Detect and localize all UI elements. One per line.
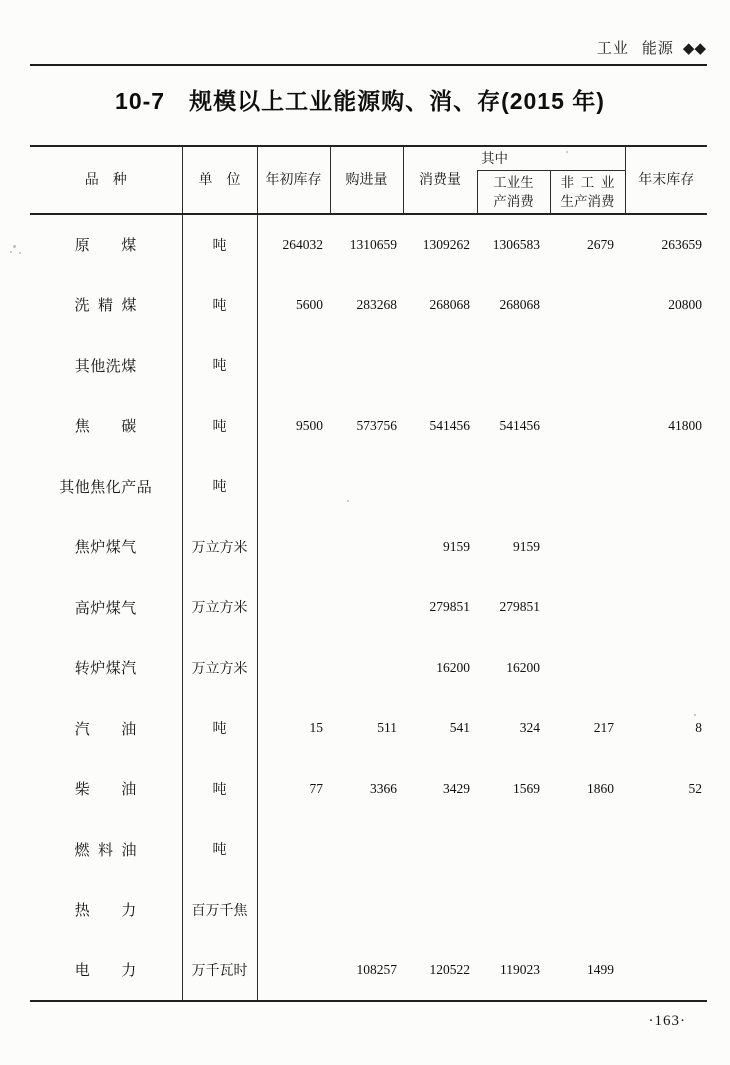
cell-purchase: 108257 (356, 961, 397, 977)
table-row (30, 880, 707, 941)
cell-purchase: 3366 (370, 780, 397, 796)
cell-consumption: 9159 (443, 538, 470, 554)
cell-purchase (330, 577, 403, 638)
cell-begin-stock: 264032 (282, 236, 323, 252)
page-title: 10-7 规模以上工业能源购、消、存(2015 年) (115, 88, 605, 114)
cell-purchase: 511 (377, 720, 397, 736)
cell-consumption: 541456 (429, 417, 470, 433)
cell-purchase: 573756 (356, 417, 397, 433)
running-header-section: 工业 (596, 40, 629, 57)
table-body (30, 214, 707, 1001)
table-header (30, 146, 707, 214)
cell-non-industrial-consumption (550, 456, 625, 517)
cell-consumption: 3429 (443, 780, 470, 796)
cell-non-industrial-consumption: 2679 (587, 236, 614, 252)
cell-variety: 热 力 (30, 880, 182, 941)
col-header-non-industrial-consumption (550, 170, 625, 214)
page-number: ·163· (648, 1013, 686, 1029)
cell-end-stock: 263659 (661, 236, 702, 252)
cell-end-stock (625, 335, 707, 396)
col-header-consumption: 消费量 (403, 146, 477, 214)
table-row (30, 275, 707, 336)
col-header-industrial-consumption (477, 170, 550, 214)
cell-unit: 吨 (182, 396, 257, 457)
cell-end-stock: 8 (695, 720, 702, 736)
cell-end-stock (625, 819, 707, 880)
cell-industrial-consumption (477, 456, 550, 517)
cell-begin-stock (257, 880, 330, 941)
col-header-variety: 品 种 (84, 172, 127, 188)
energy-table (30, 145, 707, 1002)
cell-begin-stock (257, 517, 330, 578)
cell-consumption (403, 456, 477, 517)
cell-end-stock (625, 577, 707, 638)
cell-non-industrial-consumption (550, 880, 625, 941)
scan-speck (77, 848, 79, 850)
cell-variety: 焦炉煤气 (30, 517, 182, 578)
table-row (30, 638, 707, 699)
cell-industrial-consumption: 9159 (513, 538, 540, 554)
cell-industrial-consumption: 541456 (499, 417, 540, 433)
cell-end-stock (625, 940, 707, 1001)
table-row (30, 335, 707, 396)
cell-unit: 万立方米 (182, 517, 257, 578)
cell-unit: 吨 (182, 759, 257, 820)
col-header-of-which: 其中 (477, 146, 625, 170)
cell-variety: 原 煤 (30, 214, 182, 275)
industrial-header-line2: 产消费 (493, 193, 534, 209)
running-header-topic: 能源 (641, 40, 674, 57)
cell-consumption (403, 880, 477, 941)
cell-industrial-consumption: 268068 (499, 296, 540, 312)
cell-variety: 高炉煤气 (30, 577, 182, 638)
col-header-purchase: 购进量 (330, 146, 403, 214)
cell-purchase (330, 819, 403, 880)
cell-industrial-consumption: 1306583 (492, 236, 540, 252)
cell-variety: 洗 精 煤 (30, 275, 182, 336)
cell-unit: 吨 (182, 335, 257, 396)
cell-industrial-consumption: 1569 (513, 780, 540, 796)
cell-non-industrial-consumption (550, 396, 625, 457)
cell-variety: 汽 油 (30, 698, 182, 759)
cell-consumption: 120522 (429, 961, 470, 977)
cell-consumption (403, 819, 477, 880)
running-header (597, 37, 706, 58)
cell-unit: 万立方米 (182, 577, 257, 638)
cell-begin-stock (257, 577, 330, 638)
scan-speck (347, 500, 349, 502)
table-row (30, 577, 707, 638)
cell-unit: 万立方米 (182, 638, 257, 699)
cell-begin-stock (257, 819, 330, 880)
table-row (30, 698, 707, 759)
cell-begin-stock: 9500 (296, 417, 323, 433)
cell-non-industrial-consumption (550, 275, 625, 336)
cell-unit: 吨 (182, 214, 257, 275)
col-header-unit: 单 位 (182, 146, 257, 214)
cell-consumption (403, 335, 477, 396)
cell-begin-stock: 15 (309, 720, 323, 736)
cell-begin-stock: 77 (309, 780, 323, 796)
cell-purchase (330, 517, 403, 578)
cell-begin-stock: 5600 (296, 296, 323, 312)
cell-begin-stock (257, 456, 330, 517)
cell-variety: 其他焦化产品 (30, 456, 182, 517)
cell-unit: 万千瓦时 (182, 940, 257, 1001)
cell-industrial-consumption (477, 819, 550, 880)
cell-industrial-consumption (477, 880, 550, 941)
cell-industrial-consumption (477, 335, 550, 396)
table-row (30, 396, 707, 457)
cell-non-industrial-consumption (550, 517, 625, 578)
cell-variety: 焦 碳 (30, 396, 182, 457)
header-row-top (30, 146, 707, 170)
cell-variety: 其他洗煤 (30, 335, 182, 396)
scan-speck (694, 714, 696, 716)
cell-begin-stock (257, 638, 330, 699)
table-row (30, 456, 707, 517)
col-header-begin-stock: 年初库存 (257, 146, 330, 214)
cell-purchase (330, 880, 403, 941)
table-row (30, 759, 707, 820)
cell-unit: 吨 (182, 275, 257, 336)
cell-purchase (330, 638, 403, 699)
cell-end-stock (625, 517, 707, 578)
cell-end-stock: 41800 (668, 417, 702, 433)
cell-purchase: 1310659 (349, 236, 397, 252)
cell-end-stock: 52 (688, 780, 702, 796)
cell-purchase (330, 456, 403, 517)
cell-variety: 转炉煤汽 (30, 638, 182, 699)
cell-non-industrial-consumption: 1860 (587, 780, 614, 796)
cell-consumption: 541 (449, 720, 470, 736)
cell-consumption: 16200 (436, 659, 470, 675)
industrial-header-line1: 工业生 (493, 174, 534, 190)
header-rule (30, 64, 707, 66)
cell-unit: 吨 (182, 456, 257, 517)
scan-speck (566, 151, 568, 153)
cell-non-industrial-consumption (550, 819, 625, 880)
cell-variety: 柴 油 (30, 759, 182, 820)
cell-non-industrial-consumption (550, 335, 625, 396)
cell-end-stock (625, 456, 707, 517)
scan-speck (10, 251, 12, 253)
cell-industrial-consumption: 119023 (500, 961, 540, 977)
cell-consumption: 279851 (429, 599, 470, 615)
cell-begin-stock (257, 940, 330, 1001)
cell-non-industrial-consumption (550, 638, 625, 699)
cell-begin-stock (257, 335, 330, 396)
table-row (30, 819, 707, 880)
non-industrial-header-line2: 生产消费 (560, 193, 615, 209)
col-header-end-stock: 年末库存 (625, 146, 707, 214)
cell-industrial-consumption: 279851 (499, 599, 540, 615)
cell-consumption: 268068 (429, 296, 470, 312)
cell-non-industrial-consumption: 1499 (587, 961, 614, 977)
cell-non-industrial-consumption (550, 577, 625, 638)
cell-unit: 百万千焦 (182, 880, 257, 941)
cell-variety: 燃 料 油 (30, 819, 182, 880)
scan-speck (13, 245, 16, 248)
cell-end-stock (625, 880, 707, 941)
cell-industrial-consumption: 16200 (506, 659, 540, 675)
cell-end-stock: 20800 (668, 296, 702, 312)
table-row (30, 517, 707, 578)
cell-unit: 吨 (182, 819, 257, 880)
cell-consumption: 1309262 (422, 236, 470, 252)
table-row (30, 940, 707, 1001)
cell-purchase: 283268 (356, 296, 397, 312)
cell-variety: 电 力 (30, 940, 182, 1001)
cell-unit: 吨 (182, 698, 257, 759)
cell-industrial-consumption: 324 (519, 720, 540, 736)
cell-non-industrial-consumption: 217 (593, 720, 614, 736)
table-row (30, 214, 707, 275)
non-industrial-header-line1: 非 工 业 (560, 174, 615, 190)
cell-purchase (330, 335, 403, 396)
diamond-marks-icon: ◆◆ (682, 40, 706, 57)
cell-end-stock (625, 638, 707, 699)
scan-speck (19, 252, 21, 254)
